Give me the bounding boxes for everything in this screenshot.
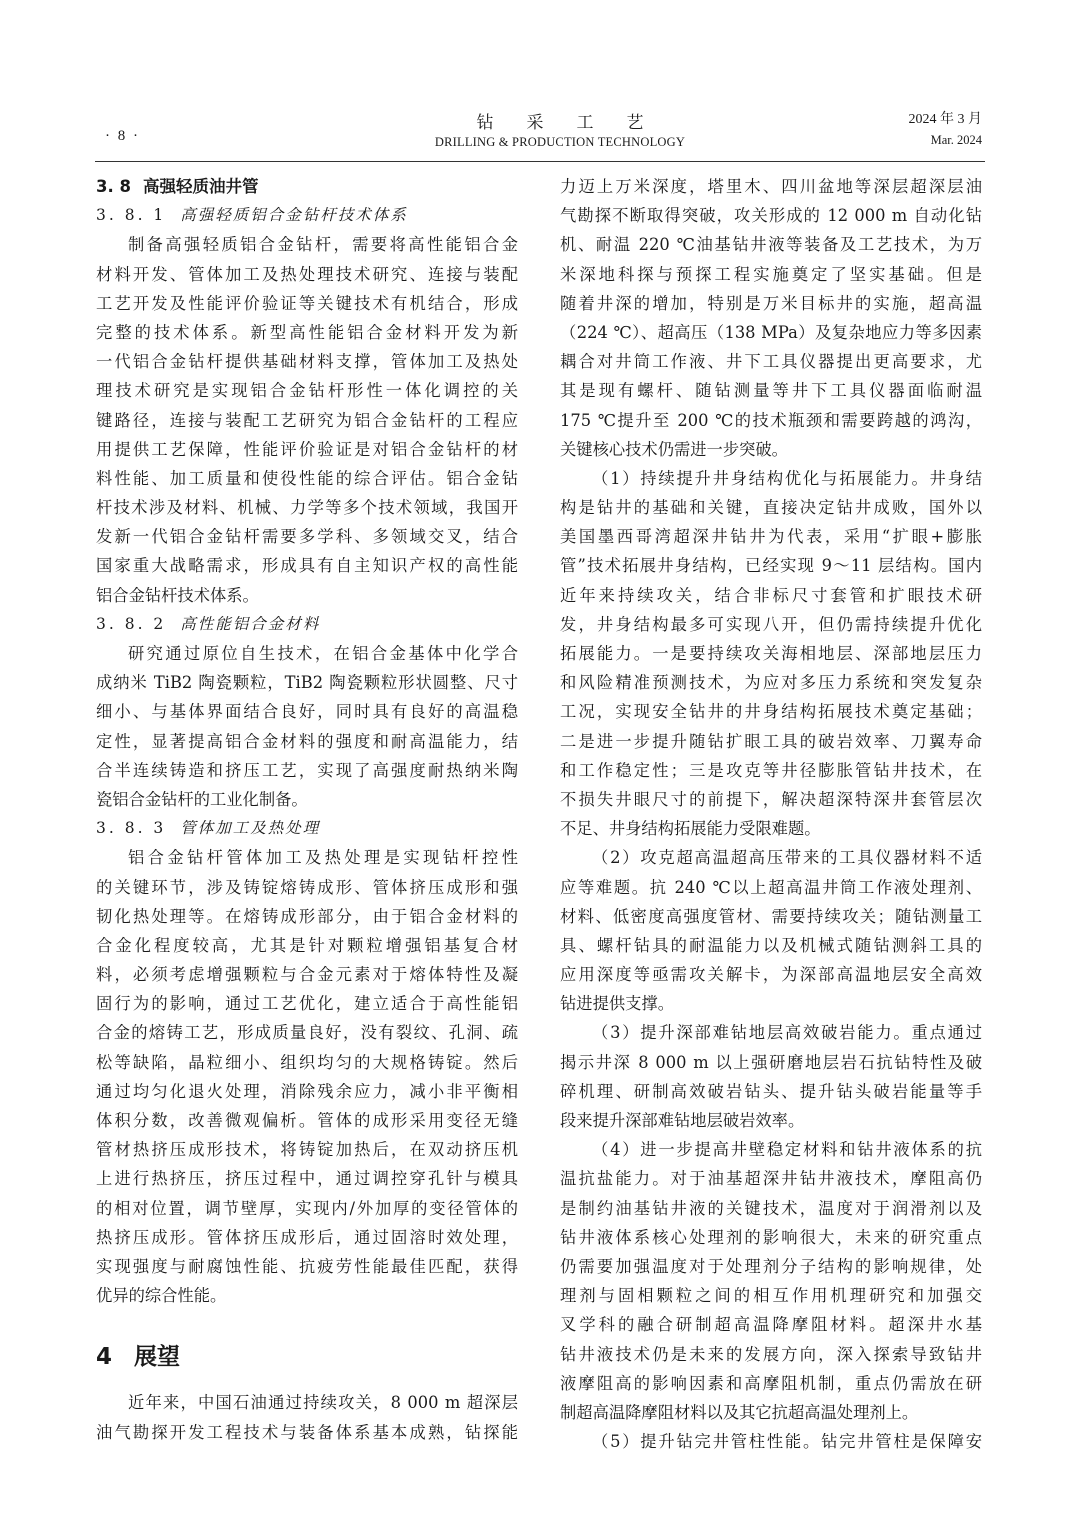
issue-date (909, 110, 983, 150)
text-line: 叉学科的融合研制超高温降摩阻材料。超深井水基 (560, 1315, 982, 1335)
text-line: 制备高强轻质铝合金钻杆，需要将高性能铝合金 (128, 235, 518, 255)
text-line: 米深地科探与预探工程实施奠定了坚实基础。但是 (560, 264, 982, 284)
text-line: 一代铝合金钻杆提供基础材料支撑，管体加工及热处 (96, 352, 518, 372)
text-line: 材料、低密度高强度管材、需要持续攻关；随钻测量工 (560, 906, 982, 926)
text-line: 的关键环节，涉及铸锭熔铸成形、管体挤压成形和强 (96, 877, 518, 897)
text-line: 铝合金钻杆管体加工及热处理是实现钻杆控性 (128, 848, 518, 868)
paragraph-item-5 (560, 1427, 982, 1456)
paragraph-item-3 (560, 1018, 982, 1135)
paragraph-item-1 (560, 464, 982, 843)
text-line: 定性，显著提高铝合金材料的强度和耐高温能力，结 (96, 731, 518, 751)
text-line: 瓷铝合金钻杆的工业化制备。 (96, 789, 308, 809)
right-column (560, 172, 982, 1456)
paragraph-item-4 (560, 1135, 982, 1427)
text-line: 二是进一步提升随钻扩眼工具的破岩效率、刀翼寿命 (560, 731, 982, 751)
paragraph-3-8-1 (96, 230, 518, 609)
text-line: （224 ℃）、超高压（138 MPa）及复杂地应力等多因素 (560, 322, 982, 342)
text-line: 段来提升深部难钻地层破岩效率。 (560, 1111, 805, 1130)
header-rule (95, 161, 985, 162)
subsection-title: 高强轻质铝合金钻杆技术体系 (180, 206, 408, 225)
subsection-heading-3-8-1 (96, 201, 518, 230)
paragraph-3-8-2 (96, 639, 518, 814)
text-line: 应用深度等亟需攻关解卡，为深部高温地层安全高效 (560, 965, 982, 985)
text-line: 上进行热挤压，挤压过程中，通过调控穿孔针与模具 (96, 1169, 518, 1189)
text-line: 关键核心技术仍需进一步突破。 (560, 439, 788, 459)
issue-date-en: Mar. 2024 (930, 133, 982, 147)
subsection-heading-3-8-3 (96, 814, 518, 843)
text-line: （4）进一步提高井壁稳定材料和钻井液体系的抗 (592, 1140, 982, 1160)
text-line: 钻井液体系核心处理剂的影响很大，未来的研究重点 (560, 1227, 982, 1247)
subsection-number: 3. 8. 1 (96, 206, 167, 225)
text-line: 固行为的影响，通过工艺优化，建立适合于高性能铝 (96, 994, 518, 1014)
journal-title-cn: 钻采工艺 (476, 113, 677, 133)
text-line: 钻井液技术仍是未来的发展方向，深入探索导致钻井 (560, 1344, 982, 1364)
text-line: 仍需要加强温度对于处理剂分子结构的影响规律，处 (560, 1256, 982, 1276)
text-line: 管”技术拓展井身结构，已经实现 9～11 层结构。国内 (560, 556, 982, 576)
text-line: 热挤压成形。管体挤压成形后，通过固溶时效处理， (96, 1227, 518, 1247)
text-line: 合金的熔铸工艺，形成质量良好，没有裂纹、孔洞、疏 (96, 1023, 518, 1043)
text-line: 其是现有螺杆、随钻测量等井下工具仪器面临耐温 (560, 381, 982, 401)
text-line: 应等难题。抗 240 ℃以上超高温井筒工作液处理剂、 (560, 877, 982, 897)
text-line: （1）持续提升井身结构优化与拓展能力。井身结 (592, 468, 982, 488)
section-title: 高强轻质油井管 (142, 177, 259, 196)
text-line: （3）提升深部难钻地层高效破岩能力。重点通过 (592, 1023, 982, 1043)
text-line: 韧化热处理等。在熔铸成形部分，由于铝合金材料的 (96, 906, 518, 926)
text-line: （5）提升钻完井管柱性能。钻完井管柱是保障安 (592, 1432, 982, 1452)
subsection-number: 3. 8. 3 (96, 819, 167, 838)
text-line: 料性能、加工质量和使役性能的综合评估。铝合金钻 (96, 468, 518, 488)
text-line: 温抗盐能力。对于油基超深井钻井液技术，摩阻高仍 (560, 1169, 982, 1189)
text-line: 气勘探不断取得突破，攻关形成的 12 000 m 自动化钻 (560, 206, 982, 226)
text-line: 碎机理、研制高效破岩钻头、提升钻头破岩能量等手 (560, 1081, 982, 1101)
text-line: 优异的综合性能。 (96, 1286, 227, 1306)
text-line: 钻进提供支撑。 (560, 994, 674, 1014)
text-line: 工艺开发及性能评价验证等关键技术有机结合，形成 (96, 293, 518, 313)
text-line: 揭示井深 8 000 m 以上强研磨地层岩石抗钻特性及破 (560, 1052, 982, 1072)
text-line: 耦合对井筒工作液、井下工具仪器提出更高要求，尤 (560, 352, 982, 372)
paragraph-3-8-3 (96, 843, 518, 1310)
text-line: 随着井深的增加，特别是万米目标井的实施，超高温 (560, 293, 982, 313)
journal-title-en: DRILLING & PRODUCTION TECHNOLOGY (434, 135, 686, 149)
subsection-number: 3. 8. 2 (96, 614, 167, 633)
text-line: 近年来，中国石油通过持续攻关，8 000 m 超深层 (128, 1393, 518, 1413)
page-number: · 8 · (105, 128, 140, 144)
section-number: 3. 8 (96, 177, 131, 196)
spacer (96, 1310, 518, 1320)
text-line: 成纳米 TiB2 陶瓷颗粒，TiB2 陶瓷颗粒形状圆整、尺寸 (96, 673, 518, 693)
paragraph-continued (560, 172, 982, 464)
text-line: 料，必须考虑增强颗粒与合金元素对于熔体特性及凝 (96, 965, 518, 985)
text-line: 具、螺杆钻具的耐温能力以及机械式随钻测斜工具的 (560, 935, 982, 955)
text-line: 键路径，连接与装配工艺研究为铝合金钻杆的工程应 (96, 410, 518, 430)
text-line: 合半连续铸造和挤压工艺，实现了高强度耐热纳米陶 (96, 760, 518, 780)
text-line: 液摩阻高的影响因素和高摩阻机制，重点仍需放在研 (560, 1373, 982, 1393)
subsection-title: 高性能铝合金材料 (180, 614, 321, 633)
text-line: 的相对位置，调节壁厚，实现内/外加厚的变径管体的 (96, 1198, 518, 1218)
text-line: 175 ℃提升至 200 ℃的技术瓶颈和需要跨越的鸿沟， (560, 410, 982, 430)
text-line: 理剂与固相颗粒之间的相互作用机理研究和加强交 (560, 1286, 982, 1306)
text-line: 完整的技术体系。新型高性能铝合金材料开发为新 (96, 322, 518, 342)
text-line: 实现强度与耐腐蚀性能、抗疲劳性能最佳匹配，获得 (96, 1256, 518, 1276)
text-line: 研究通过原位自生技术，在铝合金基体中化学合 (128, 644, 518, 663)
text-line: 发，井身结构最多可实现八开，但仍需持续提升优化 (560, 614, 982, 634)
text-line: 不足、井身结构拓展能力受限难题。 (560, 819, 821, 839)
text-line: 不损失井眼尺寸的前提下，解决超深特深井套管层次 (560, 789, 982, 809)
text-line: 机、耐温 220 ℃油基钻井液等装备及工艺技术，为万 (560, 235, 982, 255)
text-line: 用提供工艺保障，性能评价验证是对铝合金钻杆的材 (96, 439, 518, 459)
text-line: 拓展能力。一是要持续攻关海相地层、深部地层压力 (560, 644, 982, 663)
text-line: 铝合金钻杆技术体系。 (96, 585, 259, 605)
subsection-title: 管体加工及热处理 (180, 819, 321, 838)
section-heading-3-8 (96, 172, 518, 201)
paragraph-item-2 (560, 843, 982, 1018)
text-line: 材料开发、管体加工及热处理技术研究、连接与装配 (96, 264, 518, 284)
text-line: 合金化程度较高，尤其是针对颗粒增强铝基复合材 (96, 935, 518, 955)
text-line: 工况，实现安全钻井的井身结构拓展技术奠定基础； (560, 702, 982, 722)
text-line: 理技术研究是实现铝合金钻杆形性一体化调控的关 (96, 381, 518, 401)
text-line: 通过均匀化退火处理，消除残余应力，减小非平衡相 (96, 1081, 518, 1101)
section-title: 展望 (134, 1344, 181, 1371)
text-line: 是制约油基钻井液的关键技术，温度对于润滑剂以及 (560, 1198, 982, 1218)
text-line: 近年来持续攻关，结合非标尺寸套管和扩眼技术研 (560, 585, 982, 605)
text-line: 管材热挤压成形技术，将铸锭加热后，在双动挤压机 (96, 1140, 518, 1160)
text-line: 杆技术涉及材料、机械、力学等多个技术领域，我国开 (96, 498, 518, 518)
text-line: 油气勘探开发工程技术与装备体系基本成熟，钻探能 (96, 1422, 518, 1442)
section-heading-4 (96, 1320, 518, 1388)
text-line: 发新一代铝合金钻杆需要多学科、多领域交叉，结合 (96, 527, 518, 547)
text-line: 国家重大战略需求，形成具有自主知识产权的高性能 (96, 556, 518, 576)
text-line: 和工作稳定性；三是攻克等井径膨胀管钻井技术，在 (560, 760, 982, 780)
text-line: 和风险精准预测技术，为应对多压力系统和突发复杂 (560, 673, 982, 693)
text-line: 制超高温降摩阻材料以及其它抗超高温处理剂上。 (560, 1402, 919, 1422)
text-line: 细小、与基体界面结合良好，同时具有良好的高温稳 (96, 702, 518, 722)
paragraph-4 (96, 1388, 518, 1446)
text-line: 体积分数，改善微观偏析。管体的成形采用变径无缝 (96, 1111, 518, 1130)
text-line: 力迈上万米深度，塔里木、四川盆地等深层超深层油 (560, 177, 982, 196)
left-column (96, 172, 518, 1447)
text-line: 美国墨西哥湾超深井钻井为代表，采用“扩眼+膨胀 (560, 527, 982, 547)
subsection-heading-3-8-2 (96, 610, 518, 639)
text-line: 松等缺陷，晶粒细小、组织均匀的大规格铸锭。然后 (96, 1052, 518, 1072)
text-line: （2）攻克超高温超高压带来的工具仪器材料不适 (592, 848, 982, 868)
section-number: 4 (96, 1344, 113, 1371)
text-line: 构是钻井的基础和关键，直接决定钻井成败，国外以 (560, 498, 982, 518)
issue-date-cn: 2024 年 3 月 (908, 112, 982, 127)
